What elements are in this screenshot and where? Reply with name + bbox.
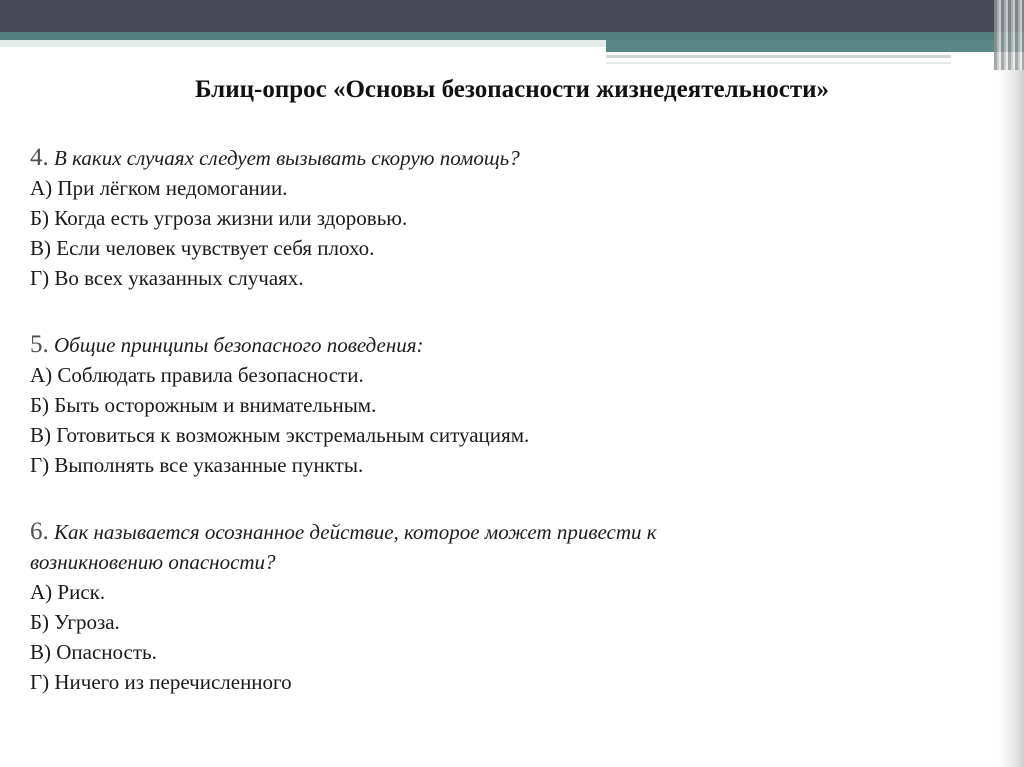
question-4-text: В каких случаях следует вызывать скорую помощь? bbox=[54, 146, 520, 170]
header-band-dark bbox=[0, 0, 1024, 32]
question-6-number: 6. bbox=[30, 518, 49, 545]
question-5-answer-d: Г) Выполнять все указанные пункты. bbox=[30, 453, 364, 477]
question-6-answer-c: В) Опасность. bbox=[30, 640, 157, 664]
question-5-answer-a: А) Соблюдать правила безопасности. bbox=[30, 363, 364, 387]
question-4-answer-b: Б) Когда есть угроза жизни или здоровью. bbox=[30, 206, 408, 230]
question-6-answer-a: А) Риск. bbox=[30, 580, 106, 604]
header-band-teal-right bbox=[606, 40, 1024, 52]
question-4-answer-c: В) Если человек чувствует себя плохо. bbox=[30, 236, 375, 260]
question-5-number: 5. bbox=[30, 331, 49, 358]
question-6-answer-d: Г) Ничего из перечисленного bbox=[30, 670, 292, 694]
question-4-prompt bbox=[30, 143, 960, 173]
question-6-answer-b: Б) Угроза. bbox=[30, 610, 120, 634]
header-accent-line-2 bbox=[606, 62, 951, 64]
question-6-text-line1: Как называется осознанное действие, которое может привести к bbox=[54, 520, 657, 544]
corner-stripes-decoration bbox=[994, 0, 1024, 70]
quiz-content bbox=[30, 143, 960, 697]
question-4-number: 4. bbox=[30, 144, 49, 171]
question-5-answer-b: Б) Быть осторожным и внимательным. bbox=[30, 393, 377, 417]
header-accent-line bbox=[606, 55, 951, 58]
header-band-teal bbox=[0, 32, 1024, 40]
header-band-light bbox=[0, 40, 606, 47]
question-4-answer-a: А) При лёгком недомогании. bbox=[30, 176, 288, 200]
question-6-text-line2: возникновению опасности? bbox=[30, 550, 276, 574]
slide-edge-shadow bbox=[998, 70, 1024, 767]
question-4-answer-d: Г) Во всех указанных случаях. bbox=[30, 266, 304, 290]
question-5 bbox=[30, 330, 960, 480]
question-5-text: Общие принципы безопасного поведения: bbox=[54, 333, 424, 357]
slide-title: Блиц-опрос «Основы безопасности жизнедеятельности» bbox=[194, 76, 830, 103]
question-6-prompt bbox=[30, 517, 960, 547]
question-6 bbox=[30, 517, 960, 697]
question-5-prompt bbox=[30, 330, 960, 360]
question-4 bbox=[30, 143, 960, 293]
question-5-answer-c: В) Готовиться к возможным экстремальным ситуациям. bbox=[30, 423, 530, 447]
